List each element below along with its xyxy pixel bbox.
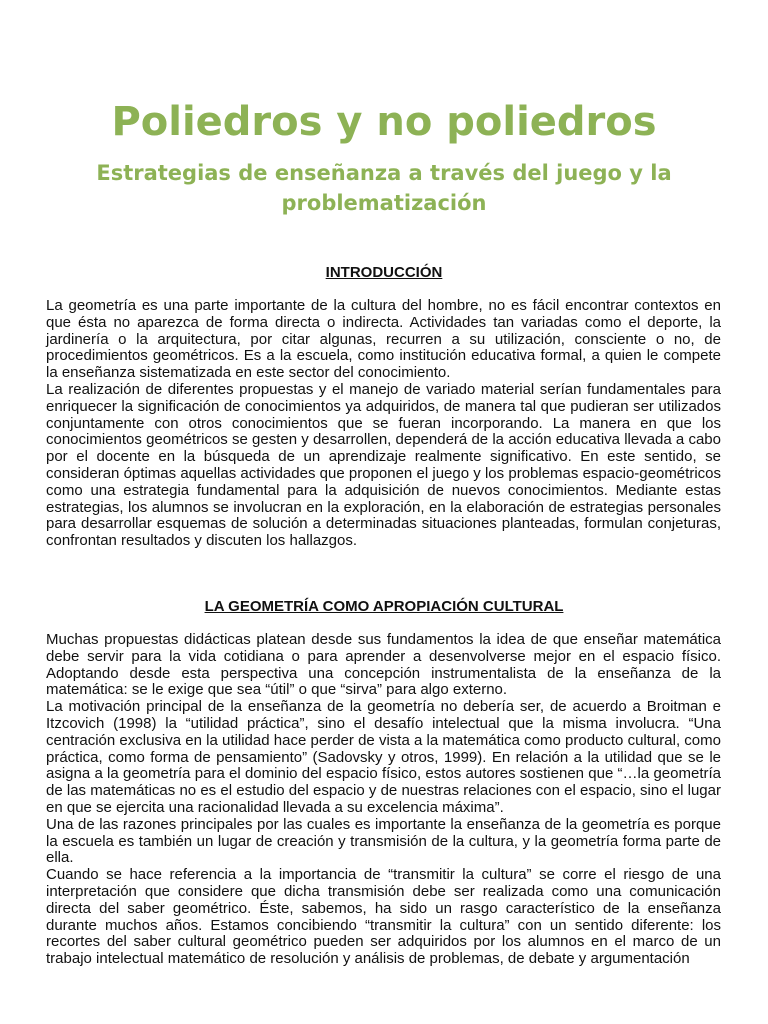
paragraph: Cuando se hace referencia a la importancia de “transmitir la cultura” se corre el riesgo de una interpretación que considere que dicha transmisión debe ser realizada como una comunicación directa del saber geométrico. Éste, sabemos, ha sido un rasgo característico de la enseñanza durante muchos años. Estamos concibiendo “transmitir la cultura” con un sentido diferente: los recortes del saber cultural geométrico pueden ser adquiridos por los alumnos en el marco de un trabajo intelectual matemático de resolución y análisis de problemas, de debate y argumentación: [46, 866, 721, 968]
paragraph: La geometría es una parte importante de la cultura del hombre, no es fácil encontrar contextos en que ésta no aparezca de forma directa o indirecta. Actividades tan variadas como el deporte, la jardinería o la arquitectura, por citar algunas, recurren a su utilización, consciente o no, de procedimientos geométricos. Es a la escuela, como institución educativa formal, a quien le compete la enseñanza sistematizada en este sector del conocimiento.: [46, 297, 721, 382]
document-subtitle: Estrategias de enseñanza a través del juego y la problematización: [96, 161, 672, 215]
paragraph: La motivación principal de la enseñanza de la geometría no debería ser, de acuerdo a Broitman e Itzcovich (1998) la “utilidad práctica”, sino el desafío intelectual que la misma involucra. “Una centración exclusiva en la utilidad hace perder de vista a la matemática como producto cultural, como práctica, como forma de pensamiento” (Sadovsky y otros, 1999). En relación a la utilidad que se le asigna a la geometría para el dominio del espacio físico, estos autores sostienen que “…la geometría de las matemáticas no es el estudio del espacio y de nuestras relaciones con el espacio, sino el lugar en que se ejercita una racionalidad llevada a su excelencia máxima”.: [46, 698, 721, 816]
section-body-introduccion: [46, 298, 721, 550]
paragraph: Muchas propuestas didácticas platean desde sus fundamentos la idea de que enseñar matemática debe servir para la vida cotidiana o para aprender a desenvolverse mejor en el espacio físico. Adoptando desde esta perspectiva una concepción instrumentalista de la enseñanza de la matemática: se le exige que sea “útil” o que “sirva” para algo externo.: [46, 631, 721, 699]
document-title: Poliedros y no poliedros: [111, 99, 657, 145]
section-heading-introduccion: INTRODUCCIÓN: [325, 264, 443, 281]
paragraph: La realización de diferentes propuestas y el manejo de variado material serían fundamentales para enriquecer la significación de conocimientos ya adquiridos, de manera tal que pudieran ser utilizados conjuntamente con otros conocimientos que se fueran incorporando. La manera en que los conocimientos geométricos se gesten y desarrollen, dependerá de la acción educativa llevada a cabo por el docente en la búsqueda de un aprendizaje realmente significativo. En este sentido, se consideran óptimas aquellas actividades que proponen el juego y los problemas espacio-geométricos como una estrategia fundamental para la adquisición de nuevos conocimientos. Mediante estas estrategias, los alumnos se involucran en la exploración, en la elaboración de estrategias personales para desarrollar esquemas de solución a determinadas situaciones planteadas, formulan conjeturas, confrontan resultados y discuten los hallazgos.: [46, 380, 721, 550]
paragraph: Una de las razones principales por las cuales es importante la enseñanza de la geometría es porque la escuela es también un lugar de creación y transmisión de la cultura, y la geometría forma parte de ella.: [46, 815, 721, 867]
section-body-geometria-cultural: [46, 632, 721, 968]
section-heading-geometria-cultural: LA GEOMETRÍA COMO APROPIACIÓN CULTURAL: [204, 598, 564, 615]
